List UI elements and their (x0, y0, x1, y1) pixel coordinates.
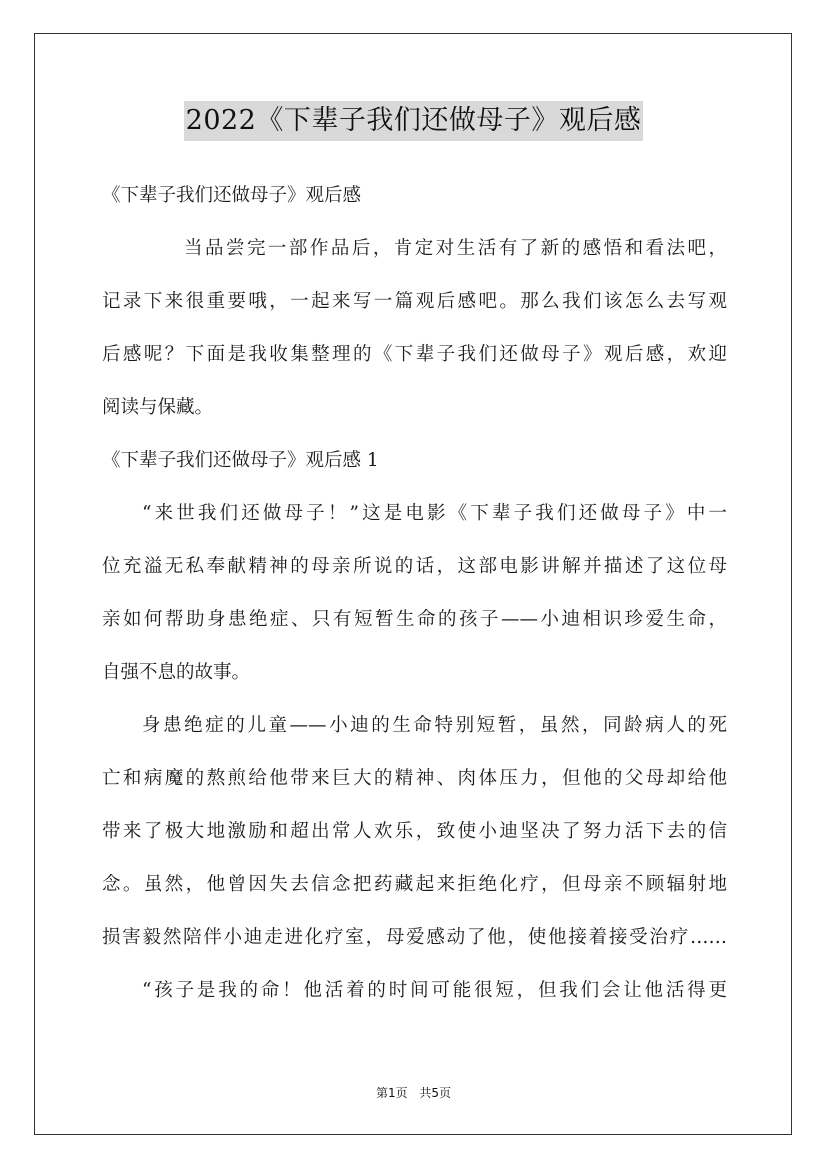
body-paragraph-3 (102, 975, 727, 1006)
body-paragraph-2 (102, 710, 727, 953)
paragraph-line: 自强不息的故事。 (102, 662, 251, 683)
title-container (0, 101, 827, 141)
paragraph-line: 当品尝完一部作品后，肯定对生活有了新的感悟和看法吧， (184, 238, 727, 259)
paragraph-line: 念。虽然，他曾因失去信念把药藏起来拒绝化疗，但母亲不顾辐射地 (102, 874, 727, 895)
paragraph-line: “孩子是我的命！他活着的时间可能很短，但我们会让他活得更 (142, 980, 727, 1001)
paragraph-line: “来世我们还做母子！”这是电影《下辈子我们还做母子》中一 (142, 503, 727, 524)
page-number: 第1页 (375, 1086, 408, 1100)
paragraph-line: 亡和病魔的熬煎给他带来巨大的精神、肉体压力，但他的父母却给他 (102, 768, 727, 789)
document-title: 2022《下辈子我们还做母子》观后感 (184, 101, 644, 141)
section-heading-1: 《下辈子我们还做母子》观后感 1 (102, 450, 379, 471)
page-footer (0, 1084, 827, 1101)
section-heading: 《下辈子我们还做母子》观后感 (102, 185, 362, 206)
paragraph-line: 带来了极大地激励和超出常人欢乐，致使小迪坚决了努力活下去的信 (102, 821, 727, 842)
document-body (102, 180, 727, 1028)
page-total: 共5页 (419, 1086, 452, 1100)
paragraph-line: 记录下来很重要哦，一起来写一篇观后感吧。那么我们该怎么去写观 (102, 291, 727, 312)
paragraph-line: 位充溢无私奉献精神的母亲所说的话，这部电影讲解并描述了这位母 (102, 556, 727, 577)
paragraph-line: 身患绝症的儿童——小迪的生命特别短暂，虽然，同龄病人的死 (142, 715, 727, 736)
body-paragraph-1 (102, 498, 727, 688)
paragraph-line: 亲如何帮助身患绝症、只有短暂生命的孩子——小迪相识珍爱生命， (102, 609, 727, 630)
intro-paragraph (102, 233, 727, 423)
paragraph-line: 后感呢？下面是我收集整理的《下辈子我们还做母子》观后感，欢迎 (102, 344, 727, 365)
paragraph-line: 损害毅然陪伴小迪走进化疗室，母爱感动了他，使他接着接受治疗…… (102, 927, 727, 948)
paragraph-line: 阅读与保藏。 (102, 397, 214, 418)
